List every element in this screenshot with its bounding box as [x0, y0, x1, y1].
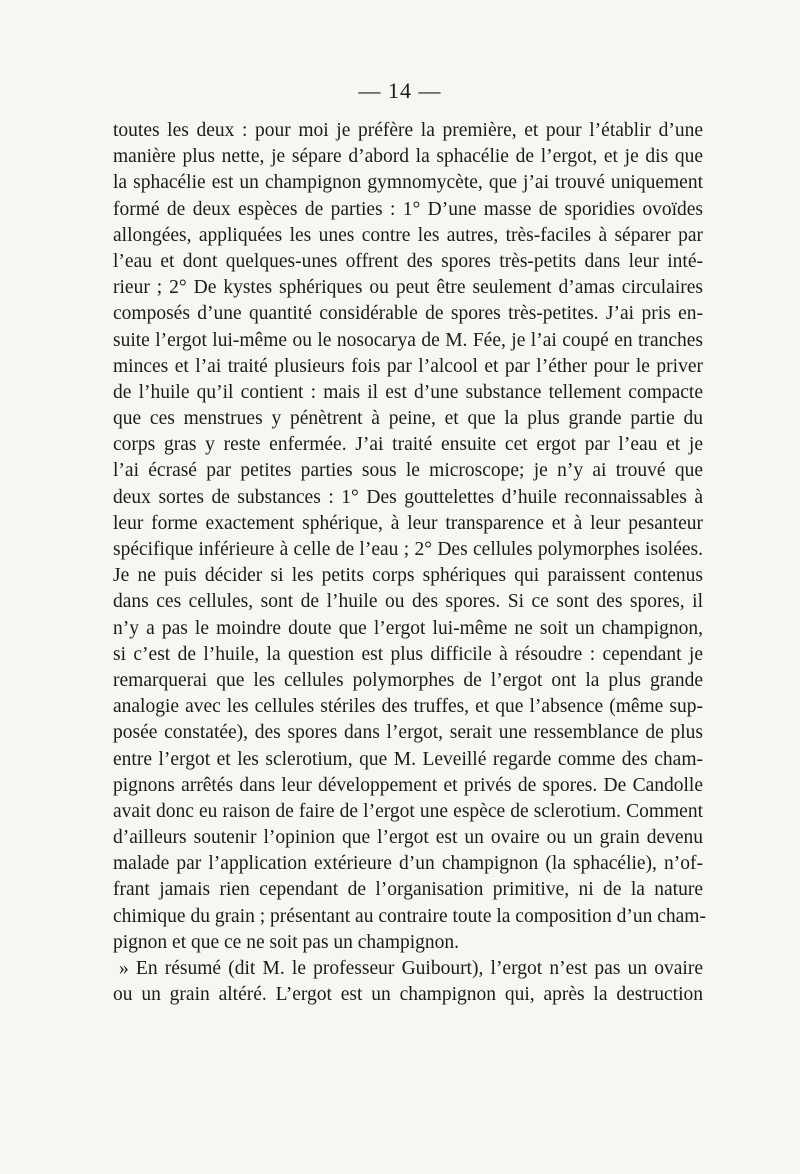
text-line: que ces menstrues y pénètrent à peine, et que la plus grande partie du: [113, 408, 703, 430]
text-line: deux sortes de substances : 1° Des gouttelettes d’huile reconnaissables à: [113, 486, 703, 508]
text-line: si c’est de l’huile, la question est plus difficile à résoudre : cependant je: [113, 643, 703, 665]
text-line: leur forme exactement sphérique, à leur transparence et à leur pesanteur: [113, 512, 703, 534]
text-line: entre l’ergot et les sclerotium, que M. Leveillé regarde comme des cham-: [113, 748, 703, 770]
text-line: la sphacélie est un champignon gymnomycète, que j’ai trouvé uniquement: [113, 172, 703, 194]
text-line: corps gras y reste enfermée. J’ai traité ensuite cet ergot par l’eau et je: [113, 434, 703, 456]
text-line: ou un grain altéré. L’ergot est un champignon qui, après la destruction: [113, 984, 703, 1006]
text-line: avait donc eu raison de faire de l’ergot une espèce de sclerotium. Comment: [113, 800, 703, 822]
text-line: malade par l’application extérieure d’un champignon (la sphacélie), n’of-: [113, 853, 703, 875]
text-line: analogie avec les cellules stériles des truffes, et que l’absence (même sup-: [113, 696, 703, 718]
text-line: suite l’ergot lui-même ou le nosocarya de M. Fée, je l’ai coupé en tranches: [113, 329, 703, 351]
text-line: toutes les deux : pour moi je préfère la première, et pour l’établir d’une: [113, 120, 703, 141]
page-number: — 14 —: [358, 78, 442, 103]
text-line: frant jamais rien cependant de l’organisation primitive, ni de la nature: [113, 879, 703, 901]
text-line: remarquerai que les cellules polymorphes de l’ergot ont la plus grande: [113, 669, 703, 691]
text-line: chimique du grain ; présentant au contraire toute la composition d’un cham-: [113, 905, 706, 927]
text-line: rieur ; 2° De kystes sphériques ou peut être seulement d’amas circulaires: [113, 277, 703, 299]
text-line: manière plus nette, je sépare d’abord la sphacélie de l’ergot, et je dis que: [113, 146, 703, 168]
text-line: composés d’une quantité considérable de spores très-petites. J’ai pris en-: [113, 303, 703, 325]
text-line: posée constatée), des spores dans l’ergot, serait une ressemblance de plus: [113, 722, 703, 744]
text-line: de l’huile qu’il contient : mais il est d’une substance tellement compacte: [113, 381, 703, 403]
text-line: » En résumé (dit M. le professeur Guibourt), l’ergot n’est pas un ovaire: [119, 958, 703, 979]
text-line: pignon et que ce ne soit pas un champignon.: [113, 931, 460, 953]
text-line: pignons arrêtés dans leur développement et privés de spores. De Candolle: [113, 774, 703, 796]
text-line: n’y a pas le moindre doute que l’ergot lui-même ne soit un champignon,: [113, 617, 703, 639]
text-line: d’ailleurs soutenir l’opinion que l’ergot est un ovaire ou un grain devenu: [113, 827, 703, 849]
text-line: l’ai écrasé par petites parties sous le microscope; je n’y ai trouvé que: [113, 460, 703, 482]
text-line: dans ces cellules, sont de l’huile ou des spores. Si ce sont des spores, il: [113, 591, 703, 613]
body-text: [113, 118, 706, 1008]
text-line: allongées, appliquées les unes contre les autres, très-faciles à séparer par: [113, 224, 703, 246]
text-line: spécifique inférieure à celle de l’eau ; 2° Des cellules polymorphes isolées.: [113, 539, 703, 560]
text-line: minces et l’ai traité plusieurs fois par l’alcool et par l’éther pour le priver: [113, 355, 703, 377]
text-line: formé de deux espèces de parties : 1° D’une masse de sporidies ovoïdes: [113, 198, 703, 220]
text-line: Je ne puis décider si les petits corps sphériques qui paraissent contenus: [113, 565, 703, 587]
text-line: l’eau et dont quelques-unes offrent des spores très-petits dans leur inté-: [113, 250, 703, 272]
